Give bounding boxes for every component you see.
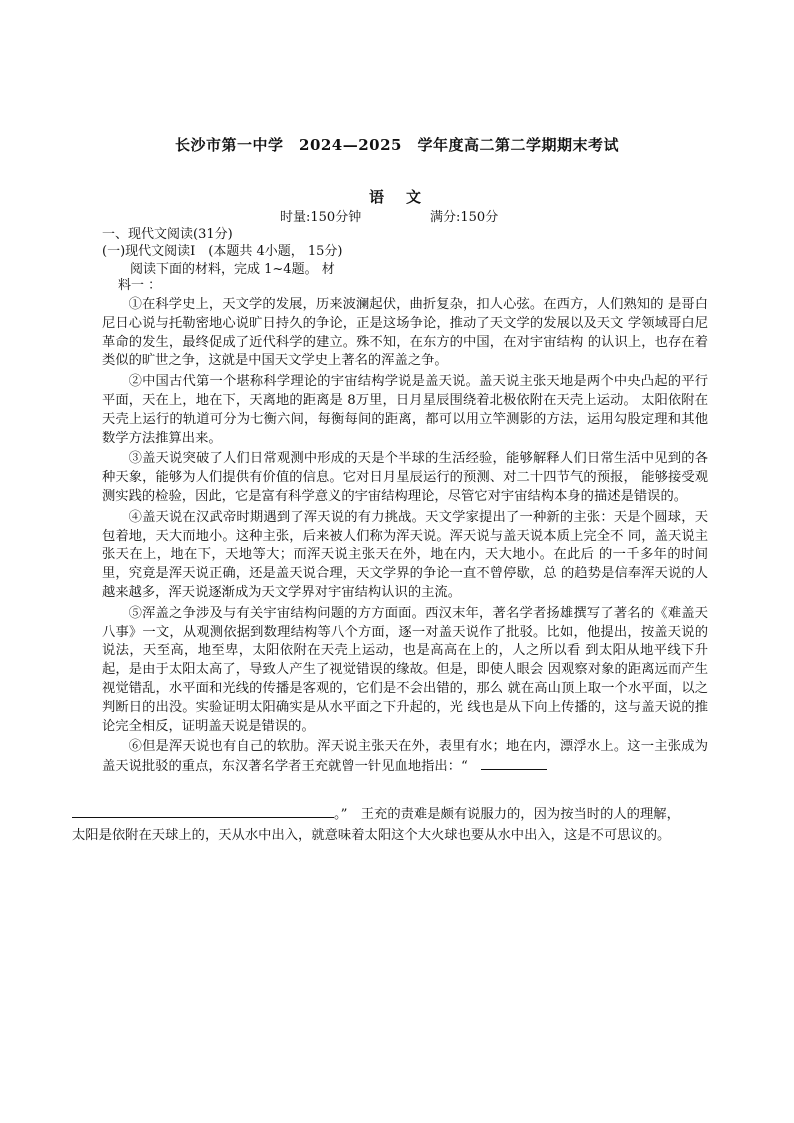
tail-line-2: 太阳是依附在天球上的，天从水中出入，就意味着太阳这个大火球也要从水中出入，这是不可思议的。 (72, 828, 671, 843)
tail-line-1-text: 。” 王充的责难是颇有说服力的，因为按当时的人的理解， (334, 807, 680, 822)
exam-title: 长沙市第一中学 2024—2025 学年度高二第二学期期末考试 (175, 136, 619, 154)
answer-blank-short[interactable] (481, 757, 547, 770)
passage (102, 296, 708, 777)
material-label: 料一 ： (118, 278, 162, 293)
paragraph-1: ①在科学史上，天文学的发展，历来波澜起伏，曲折复杂，扣人心弦。在西方，人们熟知的 是哥白尼日心说与托勒密地心说旷日持久的争论，正是这场争论，推动了天文学的发展以及天文 学领域哥白尼革命的发生，最终促成了近代科学的建立。殊不知，在东方的中国，在对宇宙结构 的认识上，也存在着类似的旷世之争，这就是中国天文学史上著名的浑盖之争。 (102, 297, 708, 369)
time-limit: 时量:150分钟 (280, 210, 362, 225)
full-score: 满分:150分 (430, 210, 499, 225)
subject-heading: 语文 (368, 188, 443, 206)
paragraph-2: ②中国古代第一个堪称科学理论的宇宙结构学说是盖天说。盖天说主张天地是两个中央凸起的平行平面，天在上，地在下，天离地的距离是 8万里，日月星辰围绕着北极依附在天壳上运动。 太阳依附在天壳上运行的轨道可分为七衡六间，每衡每间的距离，都可以用立竿测影的方法，运用勾股定理和其他数学方法推算出来。 (102, 374, 708, 446)
paragraph-5: ⑤浑盖之争涉及与有关宇宙结构问题的方方面面。西汉末年，著名学者扬雄撰写了著名的《难盖天八事》一文，从观测依据到数理结构等八个方面，逐一对盖天说作了批驳。比如，他提出，按盖天说的说法，天至高，地至卑，太阳依附在天壳上运动，也是高高在上的，人之所以看 到太阳从地平线下升起，是由于太阳太高了，导致人产生了视觉错误的缘故。但是，即使人眼会 因观察对象的距离远而产生视觉错乱，水平面和光线的传播是客观的，它们是不会出错的，那么 就在高山顶上取一个水平面，以之判断日的出没。实验证明太阳确实是从水平面之下升起的，光 线也是从下向上传播的，这与盖天说的推论完全相反，证明盖天说是错误的。 (102, 605, 708, 734)
paragraph-6: ⑥但是浑天说也有自己的软肋。浑天说主张天在外，表里有水；地在内，漂浮水上。这一主张成为盖天说批驳的重点，东汉著名学者王充就曾一针见血地指出：“ (102, 739, 708, 775)
passage-tail (72, 804, 722, 846)
subsection-heading: (一)现代文阅读Ⅰ (本题共 4小题， 15分) (102, 244, 343, 259)
answer-blank-long[interactable] (72, 804, 334, 818)
section-heading: 一、现代文阅读(31分) (102, 227, 233, 242)
paragraph-3: ③盖天说突破了人们日常观测中形成的天是个半球的生活经验，能够解释人们日常生活中见到的各种天象，能够为人们提供有价值的信息。它对日月星辰运行的预测、对二十四节气的预报， 能够接受观测实践的检验，因此，它是富有科学意义的宇宙结构理论，尽管它对宇宙结构本身的描述是错误的。 (102, 451, 708, 504)
tail-line-1 (72, 804, 722, 825)
reading-instruction: 阅读下面的材料，完成 1~4题。 材 (130, 262, 335, 277)
paragraph-6-wrapper (102, 738, 708, 777)
paragraph-4: ④盖天说在汉武帝时期遇到了浑天说的有力挑战。天文学家提出了一种新的主张：天是个圆球，天包着地，天大而地小。这种主张，后来被人们称为浑天说。浑天说与盖天说本质上完全不 同，盖天说主张天在上，地在下，天地等大；而浑天说主张天在外，地在内，天大地小。在此后 的一千多年的时间里，究竟是浑天说正确，还是盖天说合理，天文学界的争论一直不曾停歇，总 的趋势是信奉浑天说的人越来越多，浑天说逐渐成为天文学界对宇宙结构认识的主流。 (102, 509, 708, 600)
